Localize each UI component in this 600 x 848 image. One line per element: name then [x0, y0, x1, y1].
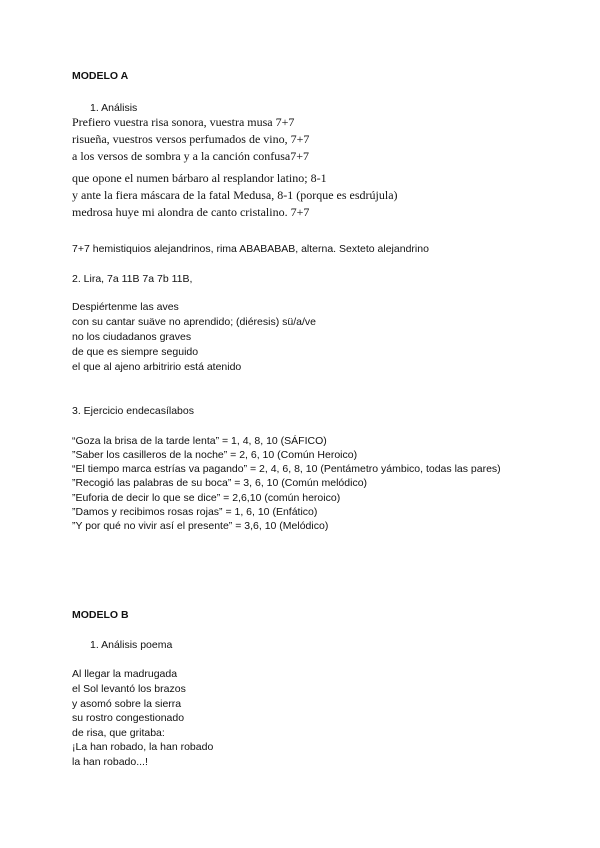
poem-line: su rostro congestionado	[72, 712, 185, 724]
poem-line: ¡La han robado, la han robado	[72, 741, 214, 753]
verse-line: a los versos de sombra y a la canción confusa7+7	[72, 149, 310, 163]
modelo-b-heading: MODELO B	[72, 609, 129, 621]
endecasilabo-line: ”Recogió las palabras de su boca” = 3, 6, 10 (Común melódico)	[72, 477, 368, 489]
endecasilabo-line: ”Y por qué no vivir así el presente” = 3,6, 10 (Melódico)	[72, 520, 329, 532]
poem-line: y asomó sobre la sierra	[72, 698, 182, 710]
endecasilabo-line: “Goza la brisa de la tarde lenta” = 1, 4, 8, 10 (SÁFICO)	[72, 435, 327, 447]
poem-line: la han robado...!	[72, 756, 148, 768]
summary-text: 7+7 hemistiquios alejandrinos, rima ABABABAB, alterna. Sexteto alejandrino	[72, 243, 429, 255]
lira-line: no los ciudadanos graves	[72, 331, 192, 343]
verse-line: que opone el numen bárbaro al resplandor latino; 8-1	[72, 171, 327, 185]
ejercicio-heading: 3. Ejercicio endecasílabos	[72, 405, 194, 417]
analisis-item: 1. Análisis	[90, 102, 138, 114]
lira-line: de que es siempre seguido	[72, 346, 199, 358]
endecasilabo-line: ”Saber los casilleros de la noche” = 2, 6, 10 (Común Heroico)	[72, 449, 358, 461]
poem-line: Al llegar la madrugada	[72, 668, 178, 680]
verse-line: medrosa huye mi alondra de canto cristalino. 7+7	[72, 205, 310, 219]
verse-line: y ante la fiera máscara de la fatal Medusa, 8-1 (porque es esdrújula)	[72, 188, 398, 202]
lira-line: con su cantar suäve no aprendido; (diéresis) sü/a/ve	[72, 316, 316, 328]
verse-line: risueña, vuestros versos perfumados de vino, 7+7	[72, 132, 310, 146]
endecasilabo-line: ”Damos y recibimos rosas rojas” = 1, 6, 10 (Enfático)	[72, 506, 318, 518]
analisis-poema-item: 1. Análisis poema	[90, 639, 173, 651]
poem-line: de risa, que gritaba:	[72, 727, 165, 739]
verse-line: Prefiero vuestra risa sonora, vuestra musa 7+7	[72, 115, 295, 129]
lira-line: el que al ajeno arbitririo está atenido	[72, 361, 242, 373]
endecasilabo-line: ”Euforia de decir lo que se dice” = 2,6,10 (común heroico)	[72, 492, 341, 504]
endecasilabo-line: “El tiempo marca estrías va pagando” = 2, 4, 6, 8, 10 (Pentámetro yámbico, todas las pares)	[72, 463, 501, 475]
lira-line: Despiértenme las aves	[72, 301, 179, 313]
poem-line: el Sol levantó los brazos	[72, 683, 186, 695]
modelo-a-heading: MODELO A	[72, 70, 129, 82]
lira-heading: 2. Lira, 7a 11B 7a 7b 11B,	[72, 273, 193, 285]
